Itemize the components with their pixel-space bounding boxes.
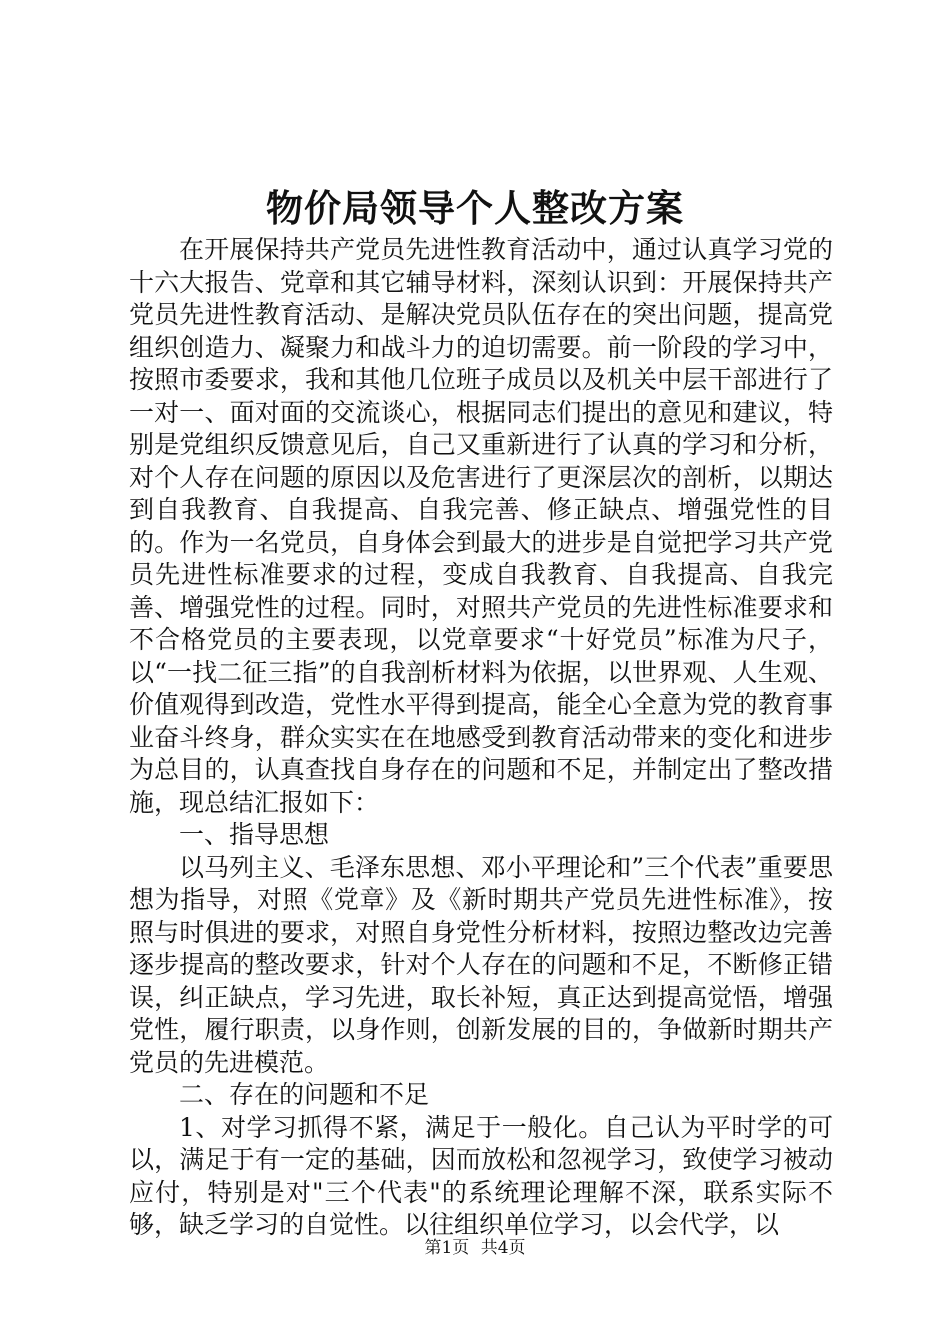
section-heading-problems: 二、存在的问题和不足 — [179, 1080, 430, 1109]
page-number: 第1页 — [424, 1238, 470, 1258]
problem-item-1-paragraph: 1、对学习抓得不紧，满足于一般化。自己认为平时学的可以，满足于有一定的基础，因而放松和忽视学习，致使学习被动应付，特别是对"三个代表"的系统理论理解不深，联系实际不够，缺乏学习的自觉性。以往组织单位学习，以会代学，以 — [129, 1112, 833, 1239]
document-body — [129, 234, 833, 1242]
intro-paragraph: 在开展保持共产党员先进性教育活动中，通过认真学习党的十六大报告、党章和其它辅导材料，深刻认识到：开展保持共产党员先进性教育活动、是解决党员队伍存在的突出问题，提高党组织创造力、凝聚力和战斗力的迫切需要。前一阶段的学习中，按照市委要求，我和其他几位班子成员以及机关中层干部进行了一对一、面对面的交流谈心，根据同志们提出的意见和建议，特别是党组织反馈意见后，自己又重新进行了认真的学习和分析，对个人存在问题的原因以及危害进行了更深层次的剖析，以期达到自我教育、自我提高、自我完善、修正缺点、增强党性的目的。作为一名党员，自身体会到最大的进步是自觉把学习共产党员先进性标准要求的过程，变成自我教育、自我提高、自我完善、增强党性的过程。同时，对照共产党员的先进性标准要求和不合格党员的主要表现，以党章要求“十好党员”标准为尺子，以“一找二征三指”的自我剖析材料为依据，以世界观、人生观、价值观得到改造，党性水平得到提高，能全心全意为党的教育事业奋斗终身，群众实实在在地感受到教育活动带来的变化和进步为总目的，认真查找自身存在的问题和不足，并制定出了整改措施，现总结汇报如下： — [129, 235, 833, 817]
document-title: 物价局领导个人整改方案 — [266, 186, 684, 230]
page-total: 共4页 — [480, 1238, 526, 1258]
page-footer — [0, 1236, 950, 1260]
guiding-thought-paragraph: 以马列主义、毛泽东思想、邓小平理论和”三个代表”重要思想为指导，对照《党章》及《新时期共产党员先进性标准》，按照与时俱进的要求，对照自身党性分析材料，按照边整改边完善逐步提高的整改要求，针对个人存在的问题和不足，不断修正错误，纠正缺点，学习先进，取长补短，真正达到提高觉悟，增强党性，履行职责，以身作则，创新发展的目的，争做新时期共产党员的先进模范。 — [129, 852, 833, 1077]
section-heading-guiding-thought: 一、指导思想 — [179, 820, 330, 849]
